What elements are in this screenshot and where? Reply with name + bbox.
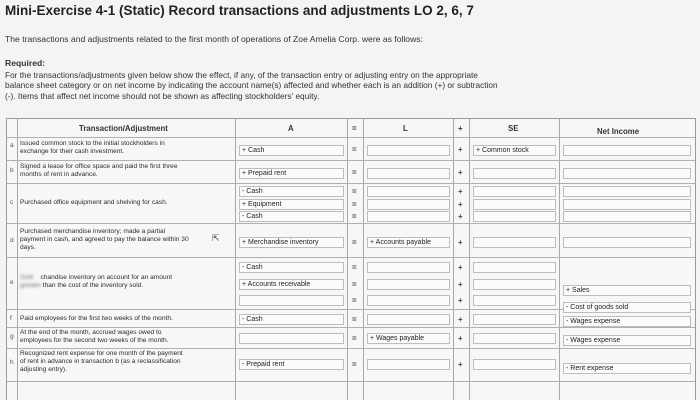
- row-separator: [7, 327, 695, 328]
- row-e-assets-input-1[interactable]: - Cash: [239, 262, 344, 273]
- row-b-equals: =: [352, 168, 357, 177]
- row-c-equity-input-1[interactable]: [473, 186, 556, 197]
- row-b-liabilities-input[interactable]: [367, 168, 450, 179]
- row-e-equals-3: =: [352, 296, 357, 305]
- desc-line: of rent in advance in transaction b (as a reclassification: [20, 358, 181, 365]
- row-e-equity-input-1[interactable]: [473, 262, 556, 273]
- row-a-assets-input[interactable]: + Cash: [239, 145, 344, 156]
- desc-line: employees for the second two weeks of the month.: [20, 337, 169, 344]
- row-a-equity-input[interactable]: + Common stock: [473, 145, 556, 156]
- row-c-net-income-input-2[interactable]: [563, 199, 691, 210]
- row-e-equity-input-2[interactable]: [473, 279, 556, 290]
- row-d-net-income-input[interactable]: [563, 237, 691, 248]
- header-transaction: Transaction/Adjustment: [79, 124, 168, 133]
- row-g-net-income-input[interactable]: - Wages expense: [563, 335, 691, 346]
- row-d-assets-input[interactable]: + Merchandise inventory: [239, 237, 344, 248]
- blurred-text: greater: [20, 282, 41, 289]
- row-g-liabilities-input[interactable]: + Wages payable: [367, 333, 450, 344]
- row-e-equity-input-3[interactable]: [473, 295, 556, 306]
- row-e-net-income-input-2[interactable]: - Cost of goods sold: [563, 302, 691, 313]
- required-line-3: (-). Items that affect net income should not be shown as affecting stockholders' equity.: [5, 90, 320, 101]
- row-c-equity-input-3[interactable]: [473, 211, 556, 222]
- grid-line: [347, 119, 348, 400]
- row-a-equals: =: [352, 145, 357, 154]
- row-c-net-income-input-3[interactable]: [563, 211, 691, 222]
- page-title: Mini-Exercise 4-1 (Static) Record transactions and adjustments LO 2, 6, 7: [5, 3, 474, 18]
- row-b-assets-input[interactable]: + Prepaid rent: [239, 168, 344, 179]
- desc-line: Purchased office equipment and shelving for cash.: [20, 199, 168, 206]
- row-f-description: [20, 315, 173, 323]
- row-a-description: [20, 140, 165, 156]
- row-f-equity-input[interactable]: [473, 314, 556, 325]
- header-equity: SE: [508, 124, 519, 133]
- row-c-liabilities-input-2[interactable]: [367, 199, 450, 210]
- mouse-cursor-icon: ⇱: [212, 233, 220, 243]
- desc-line: months of rent in advance.: [20, 171, 98, 178]
- header-separator: [7, 137, 695, 138]
- row-d-liabilities-input[interactable]: + Accounts payable: [367, 237, 450, 248]
- blurred-text: Sold: [20, 274, 34, 281]
- row-c-plus-2: +: [458, 200, 463, 209]
- row-c-assets-input-1[interactable]: - Cash: [239, 186, 344, 197]
- grid-line: [453, 119, 454, 400]
- desc-line: [20, 282, 172, 290]
- row-c-description: [20, 199, 168, 207]
- row-letter-b: b: [10, 167, 14, 174]
- row-e-net-income-input-1[interactable]: + Sales: [563, 285, 691, 296]
- row-e-plus-2: +: [458, 280, 463, 289]
- row-e-liabilities-input-2[interactable]: [367, 279, 450, 290]
- row-separator: [7, 381, 695, 382]
- row-g-assets-input[interactable]: [239, 333, 344, 344]
- row-a-liabilities-input[interactable]: [367, 145, 450, 156]
- row-b-equity-input[interactable]: [473, 168, 556, 179]
- intro-text: The transactions and adjustments related to the first month of operations of Zoe Amelia Corp. were as follows:: [5, 34, 423, 44]
- desc-line: exchange for their cash investment.: [20, 148, 125, 155]
- row-d-plus: +: [458, 238, 463, 247]
- desc-line: [20, 274, 172, 282]
- row-h-assets-input[interactable]: - Prepaid rent: [239, 359, 344, 370]
- row-c-plus-3: +: [458, 212, 463, 221]
- row-e-plus-3: +: [458, 296, 463, 305]
- transactions-table: [6, 118, 696, 400]
- row-b-net-income-input[interactable]: [563, 168, 691, 179]
- row-f-plus: +: [458, 315, 463, 324]
- row-separator: [7, 183, 695, 184]
- grid-line: [469, 119, 470, 400]
- row-e-assets-input-2[interactable]: + Accounts receivable: [239, 279, 344, 290]
- required-instructions: [5, 70, 645, 101]
- row-e-liabilities-input-1[interactable]: [367, 262, 450, 273]
- header-equals: =: [352, 124, 357, 133]
- grid-line: [235, 119, 236, 400]
- row-h-plus: +: [458, 360, 463, 369]
- desc-fragment: chandise inventory on account for an amount: [40, 274, 173, 281]
- required-label: Required:: [5, 58, 46, 68]
- row-a-net-income-input[interactable]: [563, 145, 691, 156]
- row-a-plus: +: [458, 145, 463, 154]
- row-letter-h: h: [10, 359, 14, 366]
- desc-line: Recognized rent expense for one month of the payment: [20, 350, 183, 357]
- desc-line: At the end of the month, accrued wages owed to: [20, 329, 162, 336]
- desc-line: Issued common stock to the initial stockholders in: [20, 140, 165, 147]
- header-plus: +: [458, 124, 463, 133]
- header-net-income: Net Income: [597, 127, 640, 136]
- required-line-1: For the transactions/adjustments given below show the effect, if any, of the transaction entry or adjusting entry on the appropriate: [5, 70, 478, 80]
- header-liabilities: L: [403, 124, 408, 133]
- row-h-net-income-input[interactable]: - Rent expense: [563, 363, 691, 374]
- desc-fragment: than the cost of the inventory sold.: [42, 282, 144, 289]
- row-g-equals: =: [352, 334, 357, 343]
- row-f-liabilities-input[interactable]: [367, 314, 450, 325]
- grid-line: [559, 119, 560, 400]
- row-f-equals: =: [352, 315, 357, 324]
- row-c-liabilities-input-1[interactable]: [367, 186, 450, 197]
- row-e-description: [20, 274, 172, 290]
- desc-line: Purchased merchandise inventory; made a partial: [20, 228, 166, 235]
- row-c-equals-2: =: [352, 200, 357, 209]
- row-separator: [7, 348, 695, 349]
- row-d-description: [20, 228, 189, 252]
- row-separator: [7, 257, 695, 258]
- row-e-plus-1: +: [458, 263, 463, 272]
- row-d-equals: =: [352, 238, 357, 247]
- row-b-description: [20, 163, 178, 179]
- row-c-assets-input-3[interactable]: - Cash: [239, 211, 344, 222]
- row-c-equals-3: =: [352, 212, 357, 221]
- row-h-description: [20, 350, 183, 374]
- row-h-equity-input[interactable]: [473, 359, 556, 370]
- row-c-liabilities-input-3[interactable]: [367, 211, 450, 222]
- desc-line: Paid employees for the first two weeks of the month.: [20, 315, 173, 322]
- row-letter-e: e: [10, 279, 14, 286]
- row-letter-c: c: [10, 199, 14, 206]
- row-letter-f: f: [10, 315, 12, 322]
- row-e-assets-input-3[interactable]: [239, 295, 344, 306]
- required-line-2: balance sheet category or on net income by indicating the account name(s) affected and whether each is an addition (+) or subtraction: [5, 80, 498, 91]
- row-separator: [7, 160, 695, 161]
- row-d-equity-input[interactable]: [473, 237, 556, 248]
- row-e-liabilities-input-3[interactable]: [367, 295, 450, 306]
- desc-line: Signed a lease for office space and paid the first three: [20, 163, 178, 170]
- row-c-plus-1: +: [458, 187, 463, 196]
- row-f-net-income-input[interactable]: - Wages expense: [563, 316, 691, 327]
- row-e-equals-2: =: [352, 280, 357, 289]
- grid-line: [363, 119, 364, 400]
- row-g-plus: +: [458, 334, 463, 343]
- header-assets: A: [288, 124, 294, 133]
- row-c-net-income-input-1[interactable]: [563, 186, 691, 197]
- desc-line: days.: [20, 244, 36, 251]
- row-g-description: [20, 329, 168, 345]
- desc-line: adjusting entry).: [20, 366, 67, 373]
- row-letter-d: d: [10, 237, 14, 244]
- row-c-equals-1: =: [352, 187, 357, 196]
- row-letter-a: a: [10, 142, 14, 149]
- row-letter-g: g: [10, 333, 14, 340]
- row-h-liabilities-input[interactable]: [367, 359, 450, 370]
- row-g-equity-input[interactable]: [473, 333, 556, 344]
- row-b-plus: +: [458, 168, 463, 177]
- desc-line: payment in cash, and agreed to pay the balance within 30: [20, 236, 189, 243]
- row-c-equity-input-2[interactable]: [473, 199, 556, 210]
- grid-line: [17, 119, 18, 400]
- row-e-equals-1: =: [352, 263, 357, 272]
- row-f-assets-input[interactable]: - Cash: [239, 314, 344, 325]
- row-h-equals: =: [352, 360, 357, 369]
- row-separator: [7, 223, 695, 224]
- row-c-assets-input-2[interactable]: + Equipment: [239, 199, 344, 210]
